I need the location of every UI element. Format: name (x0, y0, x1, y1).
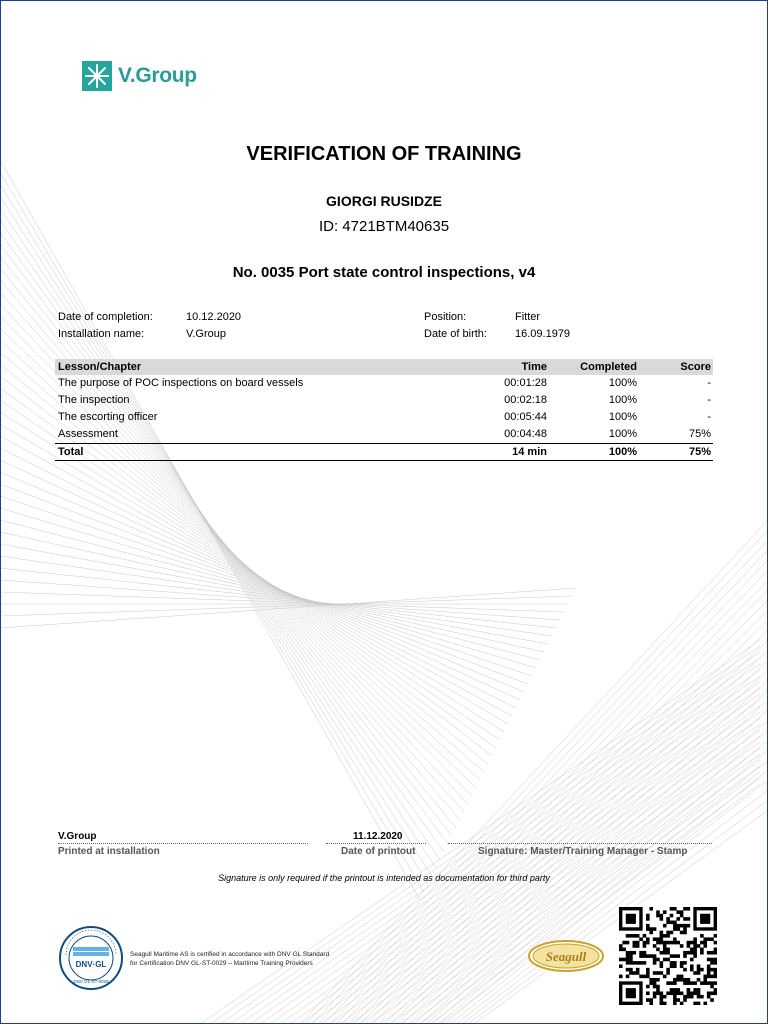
printout-date-value: 11.12.2020 (353, 831, 403, 842)
snowflake-logo-icon (82, 61, 112, 91)
date-of-completion-value: 10.12.2020 (186, 311, 242, 323)
course-title: No. 0035 Port state control inspections, v4 (232, 264, 536, 281)
cell-completed: 100% (608, 428, 637, 440)
table-total-row (55, 443, 713, 461)
logo-text: V.Group (118, 64, 197, 87)
position-label: Position: (424, 311, 467, 323)
svg-text:Seagull: Seagull (545, 949, 587, 964)
total-completed: 100% (608, 446, 637, 458)
table-row (55, 375, 713, 392)
header-score: Score (680, 361, 711, 373)
date-of-birth-label: Date of birth: (424, 328, 487, 340)
installation-name-value: V.Group (186, 328, 226, 340)
document-title: VERIFICATION OF TRAINING (246, 143, 522, 165)
v-group-logo (82, 58, 197, 94)
cell-completed: 100% (608, 394, 637, 406)
table-row (55, 426, 713, 443)
cell-time: 00:05:44 (504, 411, 547, 423)
date-signature-line (326, 843, 426, 844)
cell-score: - (707, 394, 711, 406)
header-lesson: Lesson/Chapter (58, 361, 142, 373)
svg-text:DNV GL-ST-0029: DNV GL-ST-0029 (73, 979, 109, 984)
cell-lesson: The escorting officer (58, 411, 158, 423)
total-label: Total (58, 446, 84, 458)
cell-completed: 100% (608, 377, 637, 389)
table-row (55, 409, 713, 426)
cell-lesson: The inspection (58, 394, 130, 406)
position-value: Fitter (515, 311, 541, 323)
installation-signature-line (58, 843, 308, 844)
signature-note: Signature is only required if the printout is intended as documentation for third party (218, 873, 550, 883)
cert-line-1: Seagull Maritime AS is certified in accordance with DNV GL Standard (130, 951, 330, 958)
cell-score: - (707, 377, 711, 389)
printout-date-label: Date of printout (341, 846, 416, 857)
header-time: Time (521, 361, 547, 373)
cell-score: 75% (688, 428, 711, 440)
date-of-birth-value: 16.09.1979 (515, 328, 571, 340)
trainee-name: GIORGI RUSIDZE (326, 193, 442, 209)
stamp-signature-line (448, 843, 712, 844)
lesson-table (55, 359, 713, 461)
dnv-gl-seal-icon (58, 925, 124, 991)
seagull-logo-icon (528, 940, 604, 972)
certification-statement (130, 950, 329, 968)
cert-line-2: for Certification DNV GL-ST-0029 – Maritime Training Providers (130, 960, 313, 967)
cell-score: - (707, 411, 711, 423)
installation-name-label: Installation name: (58, 328, 145, 340)
cell-lesson: Assessment (58, 428, 118, 440)
svg-text:DNV·GL: DNV·GL (75, 960, 107, 969)
qr-code-icon (619, 907, 717, 1005)
total-time: 14 min (512, 446, 547, 458)
printed-installation-value: V.Group (58, 831, 97, 842)
cell-time: 00:02:18 (504, 394, 547, 406)
date-of-completion-label: Date of completion: (58, 311, 153, 323)
cell-completed: 100% (608, 411, 637, 423)
table-row (55, 392, 713, 409)
table-header (55, 359, 713, 375)
trainee-id: ID: 4721BTM40635 (318, 218, 450, 235)
signature-label: Signature: Master/Training Manager - Stamp (478, 846, 688, 857)
printed-installation-label: Printed at installation (58, 846, 160, 857)
cell-time: 00:04:48 (504, 428, 547, 440)
cell-time: 00:01:28 (504, 377, 547, 389)
header-completed: Completed (580, 361, 637, 373)
cell-lesson: The purpose of POC inspections on board vessels (58, 377, 304, 389)
total-score: 75% (688, 446, 711, 458)
